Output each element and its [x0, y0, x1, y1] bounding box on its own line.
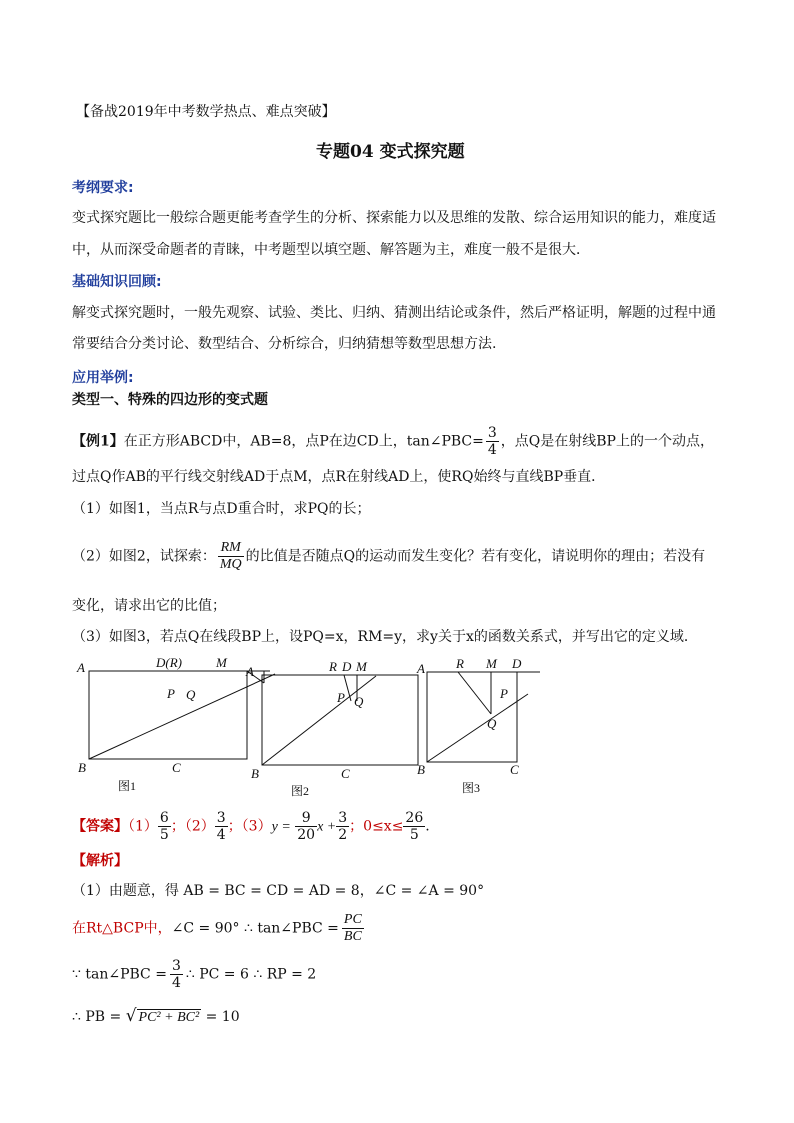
denominator: 5	[159, 827, 169, 843]
label-B: B	[417, 762, 425, 777]
figure-2	[245, 659, 418, 798]
label-C: C	[510, 762, 519, 777]
label-A: A	[246, 664, 254, 679]
fraction	[215, 810, 228, 843]
example-text: ，点Q是在射线BP上的一个动点，	[500, 433, 714, 450]
numerator: PC	[343, 912, 362, 927]
numerator: 26	[405, 810, 424, 826]
denominator: MQ	[219, 557, 242, 572]
numerator: RM	[218, 540, 244, 557]
label-M: M	[486, 656, 497, 671]
period: .	[425, 818, 430, 835]
question-text: 的比值是否随点Q的运动而发生变化？若有变化，请说明你的理由；若没有	[245, 548, 706, 565]
numerator: 6	[159, 810, 169, 826]
question-3: （3）如图3，若点Q在线段BP上，设PQ=x，RM=y，求y关于x的函数关系式，并写出它的定义域．	[72, 629, 698, 645]
fraction	[295, 810, 317, 843]
label-D: D(R)	[156, 655, 182, 670]
analysis-tag: 【解析】	[72, 853, 128, 869]
figure-caption: 图2	[291, 784, 310, 798]
example-tag: 【例1】	[72, 433, 124, 450]
analysis-text: ∴ PC = 6 ∴ RP = 2	[185, 966, 317, 983]
example-line-1	[72, 425, 714, 458]
answer-part: ；（2）	[170, 818, 215, 835]
section-heading-requirements: 考纲要求:	[72, 180, 134, 196]
example-text: 在正方形ABCD中，AB=8，点P在边CD上，tan∠PBC=	[123, 433, 484, 450]
answer-tag: 【答案】	[72, 818, 128, 835]
fraction	[403, 810, 425, 843]
denominator: 5	[409, 827, 419, 843]
label-P: P	[167, 686, 175, 701]
question-text: （2）如图2，试探索：	[72, 548, 216, 565]
label-B: B	[78, 760, 86, 775]
fraction	[170, 958, 183, 991]
fraction	[218, 540, 244, 573]
paragraph-line: 中，从而深受命题者的青睐，中考题型以填空题、解答题为主，难度一般不是很大．	[72, 242, 590, 258]
section-heading-basics: 基础知识回顾:	[72, 274, 162, 290]
answer-part: ；0≤x≤	[349, 818, 404, 835]
page-title: 专题04 变式探究题	[316, 142, 465, 162]
question-2-cont: 变化，请求出它的比值；	[72, 598, 226, 614]
denominator: 20	[297, 827, 316, 843]
math-text: y =	[271, 819, 291, 835]
fraction	[336, 810, 349, 843]
label-C: C	[172, 760, 181, 775]
label-D: D	[512, 656, 522, 671]
denominator: BC	[343, 929, 362, 944]
radicand: PC² + BC²	[138, 1010, 200, 1025]
answer-line	[72, 810, 430, 843]
analysis-text: 在Rt△BCP中，	[72, 920, 172, 937]
analysis-text: ∠C = 90° ∴ tan∠PBC =	[171, 920, 339, 937]
figure-3	[416, 656, 540, 795]
label-Q: Q	[186, 687, 196, 702]
label-B: B	[251, 766, 259, 781]
sqrt-sign: √	[125, 1006, 137, 1026]
label-P: P	[337, 690, 345, 705]
denominator: 4	[171, 975, 181, 991]
series-title: 【备战2019年中考数学热点、难点突破】	[76, 104, 336, 120]
answer-part: （1）	[128, 818, 158, 835]
example-line-2: 过点Q作AB的平行线交射线AD于点M，点R在射线AD上，使RQ始终与直线BP垂直．	[72, 469, 606, 485]
paragraph-line: 解变式探究题时，一般先观察、试验、类比、归纳、猜测出结论或条件，然后严格证明，解题的过程中通	[72, 305, 716, 321]
analysis-line-3	[72, 958, 316, 991]
section-heading-examples: 应用举例:	[72, 370, 134, 386]
label-M: M	[216, 655, 227, 670]
label-Q: Q	[487, 716, 497, 731]
fraction	[486, 425, 499, 458]
label-D: D	[342, 659, 352, 674]
analysis-line-1: （1）由题意，得 AB = BC = CD = AD = 8，∠C = ∠A = 90°	[72, 883, 485, 899]
question-1: （1）如图1，当点R与点D重合时，求PQ的长；	[72, 501, 371, 517]
figure-caption: 图1	[118, 779, 137, 793]
geometry-figures	[70, 652, 730, 800]
label-A: A	[77, 660, 85, 675]
paragraph-line: 变式探究题比一般综合题更能考查学生的分析、探索能力以及思维的发散、综合运用知识的能力，难度适	[72, 210, 716, 226]
numerator: 3	[216, 810, 226, 826]
fraction	[342, 912, 364, 945]
label-Q: Q	[354, 694, 364, 709]
label-M: M	[356, 659, 367, 674]
analysis-text: ∵ tan∠PBC =	[72, 966, 167, 983]
label-P: P	[500, 686, 508, 701]
numerator: 9	[295, 810, 317, 827]
numerator: 3	[171, 958, 181, 974]
analysis-line-2	[72, 912, 364, 945]
label-A: A	[417, 661, 425, 676]
paragraph-line: 常要结合分类讨论、数型结合、分析综合，归纳猜想等数型思想方法.	[72, 336, 497, 352]
type-heading: 类型一、特殊的四边形的变式题	[72, 392, 268, 408]
numerator: 3	[338, 810, 348, 826]
label-R: R	[329, 659, 337, 674]
analysis-text: ∴ PB =	[72, 1009, 122, 1025]
question-2	[72, 540, 705, 573]
label-R: R	[456, 656, 464, 671]
denominator: 4	[487, 442, 497, 458]
analysis-line-4	[72, 1006, 240, 1028]
denominator: 4	[216, 827, 226, 843]
label-C: C	[341, 766, 350, 781]
math-text: x +	[317, 819, 337, 835]
answer-part: ；（3）	[227, 818, 272, 835]
fraction	[158, 810, 171, 843]
numerator: 3	[487, 425, 497, 441]
analysis-text: = 10	[205, 1009, 240, 1025]
denominator: 2	[338, 827, 348, 843]
figure-caption: 图3	[462, 781, 481, 795]
